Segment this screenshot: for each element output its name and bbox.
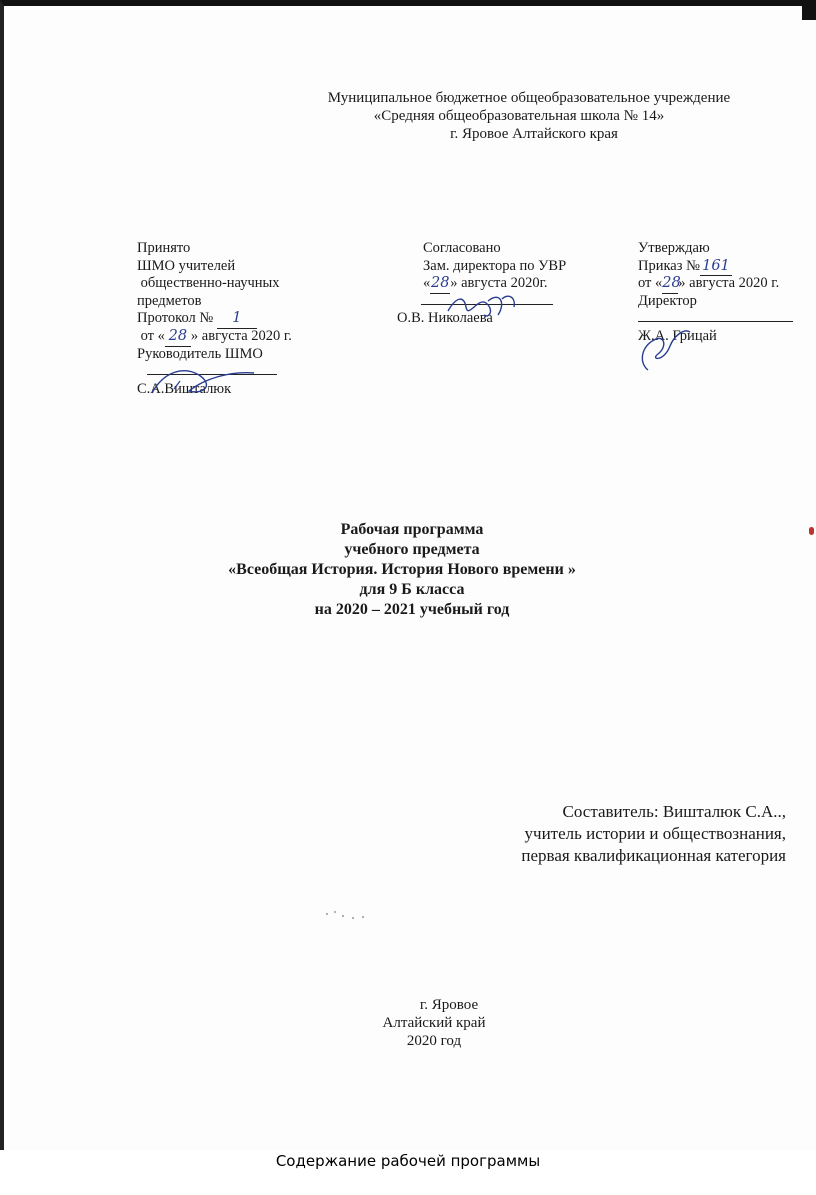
approved-role: Директор — [638, 292, 697, 309]
header-line-3: г. Яровое Алтайского края — [450, 126, 618, 142]
school-header — [304, 89, 754, 143]
date-prefix: « — [423, 275, 431, 292]
order-line — [638, 258, 793, 276]
agreed-title: Согласовано — [423, 240, 501, 256]
accepted-role: Руководитель ШМО — [137, 345, 263, 362]
author-line-1: Составитель: Вишталюк С.А.., — [562, 802, 786, 821]
document-title — [4, 520, 816, 620]
protocol-number: 1 — [232, 310, 242, 327]
date-day: 28 — [662, 275, 678, 294]
title-line-4: для 9 Б класса — [359, 581, 465, 598]
title-line-3: «Всеобщая История. История Нового времени » — [228, 561, 576, 578]
date-prefix: от « — [137, 327, 165, 344]
place-city: г. Яровое — [419, 997, 479, 1013]
scan-noise — [326, 911, 366, 921]
accepted-line: общественно-научных — [137, 275, 280, 292]
protocol-line — [137, 310, 292, 328]
accepted-date — [137, 328, 292, 346]
scan-corner — [802, 6, 816, 20]
date-prefix: от « — [638, 275, 663, 292]
approved-title: Утверждаю — [638, 240, 710, 256]
date-suffix: » августа 2020г. — [450, 275, 548, 292]
order-number: 161 — [700, 258, 732, 277]
order-label: Приказ № — [638, 257, 700, 274]
place-block — [334, 996, 534, 1050]
author-block — [521, 801, 786, 867]
date-suffix: » августа 2020 г. — [678, 275, 780, 292]
agreed-role: Зам. директора по УВР — [423, 257, 567, 274]
accepted-line: Принято — [137, 240, 191, 256]
date-day: 28 — [165, 328, 191, 347]
author-line-3: первая квалификационная категория — [521, 846, 786, 865]
agreed-name: О.В. Николаева — [397, 310, 493, 327]
title-line-5: на 2020 – 2021 учебный год — [314, 601, 510, 618]
title-line-2: учебного предмета — [344, 541, 480, 558]
section-heading: Содержание рабочей программы — [275, 1152, 541, 1170]
date-suffix: » августа 2020 г. — [190, 327, 292, 344]
protocol-number-field — [217, 310, 257, 329]
protocol-label: Протокол № — [137, 310, 214, 327]
header-line-2: «Средняя общеобразовательная школа № 14» — [373, 108, 665, 124]
header-line-1: Муниципальное бюджетное общеобразовательное учреждение — [327, 90, 731, 106]
title-line-1: Рабочая программа — [340, 521, 484, 538]
approved-name: Ж.А. Грицай — [638, 327, 717, 344]
accepted-line: предметов — [137, 292, 202, 309]
signature-agreed — [444, 289, 524, 329]
date-day: 28 — [430, 275, 450, 294]
accepted-line: ШМО учителей — [137, 257, 236, 274]
accepted-name: С.А.Вишталюк — [137, 380, 232, 397]
signature-approved — [634, 324, 694, 374]
place-region: Алтайский край — [382, 1015, 486, 1031]
signature-accepted — [144, 361, 274, 401]
place-year: 2020 год — [406, 1033, 462, 1049]
author-line-2: учитель истории и обществознания, — [524, 824, 786, 843]
approved-date — [638, 275, 793, 293]
